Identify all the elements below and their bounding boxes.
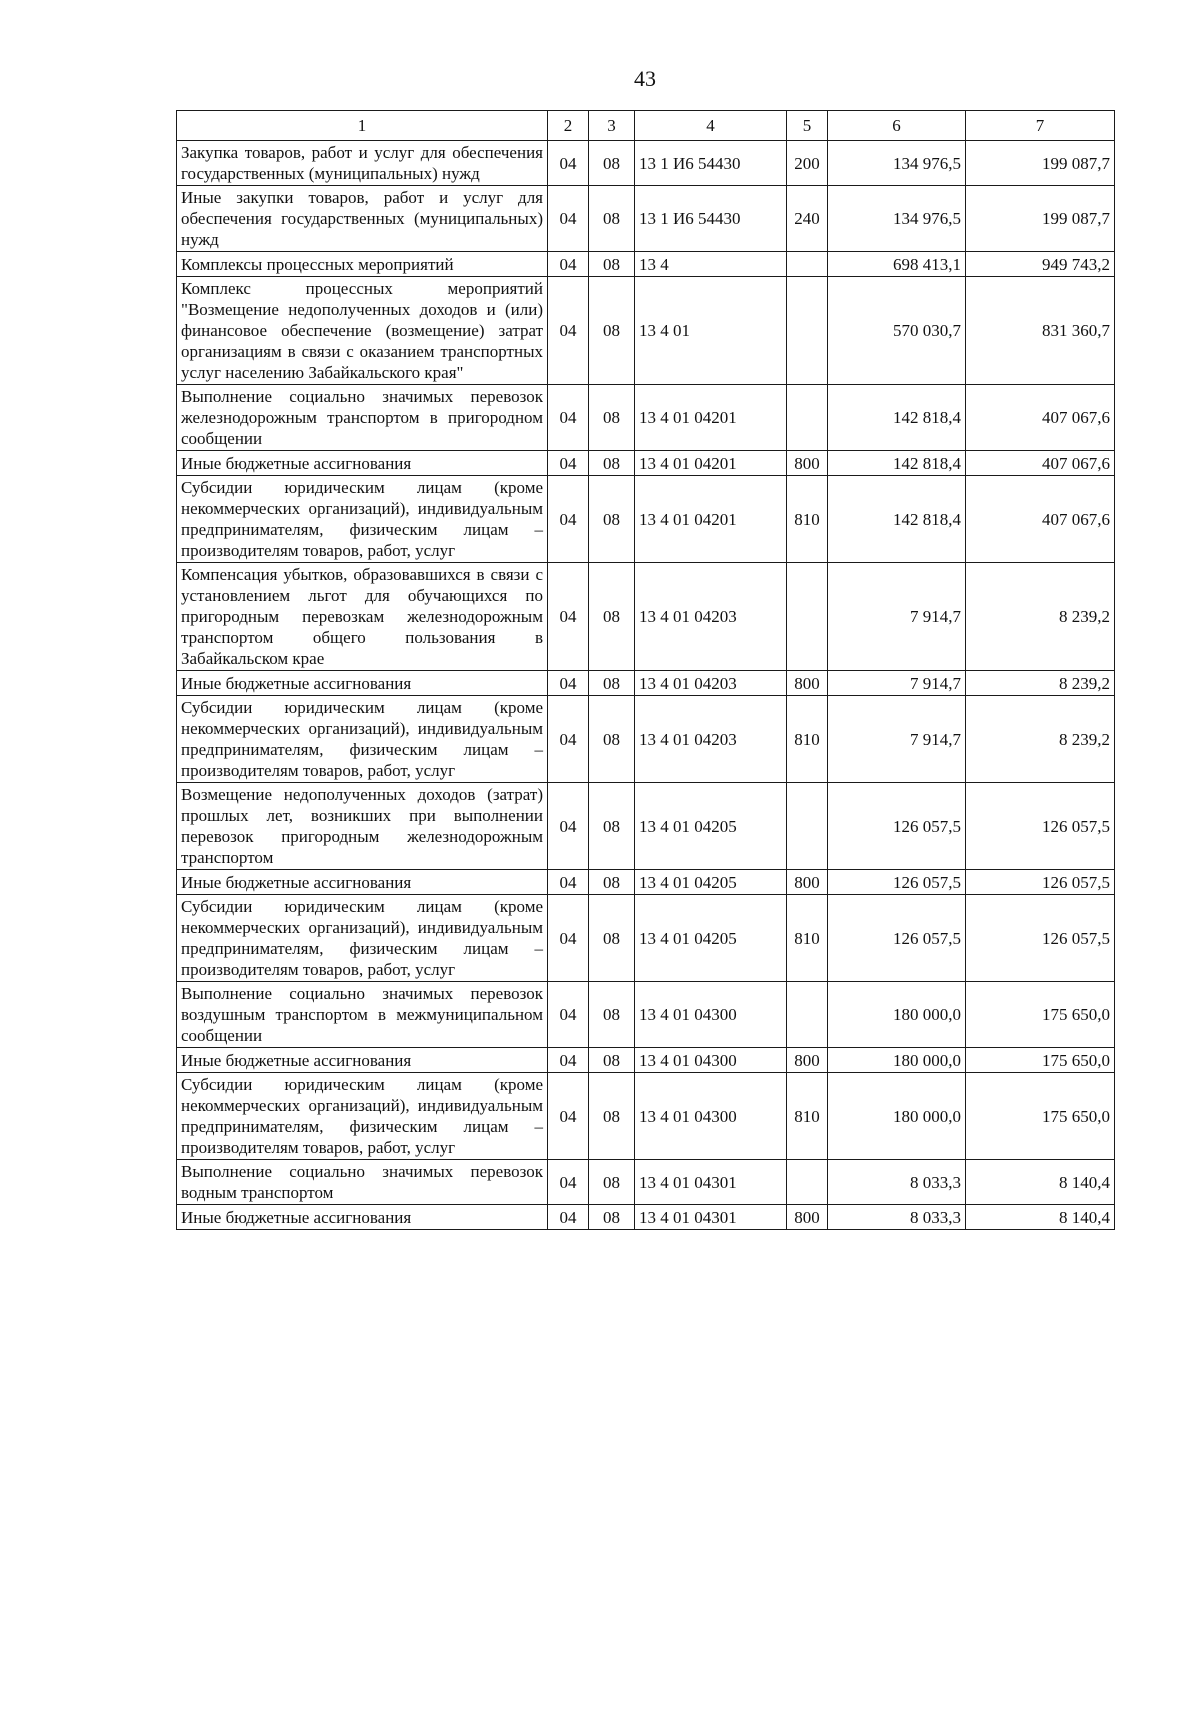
amount-year2-cell: 199 087,7 [966,141,1115,186]
table-row [177,451,1115,476]
table-row [177,252,1115,277]
row-name-cell: Выполнение социально значимых перевозок воздушным транспортом в межмуниципальном сообщении [177,982,548,1048]
amount-year1-cell: 126 057,5 [828,895,966,982]
section-code-cell: 04 [548,385,589,451]
amount-year2-cell: 949 743,2 [966,252,1115,277]
subsection-code-cell: 08 [589,451,635,476]
section-code-cell: 04 [548,1160,589,1205]
header-cell: 1 [177,111,548,141]
subsection-code-cell: 08 [589,277,635,385]
section-code-cell: 04 [548,1073,589,1160]
amount-year1-cell: 7 914,7 [828,696,966,783]
table-row [177,696,1115,783]
amount-year2-cell: 8 239,2 [966,671,1115,696]
target-article-cell: 13 1 И6 54430 [635,141,787,186]
row-name-cell: Комплексы процессных мероприятий [177,252,548,277]
expense-type-cell [787,252,828,277]
row-name-cell: Иные бюджетные ассигнования [177,1048,548,1073]
row-name-cell: Закупка товаров, работ и услуг для обеспечения государственных (муниципальных) нужд [177,141,548,186]
target-article-cell: 13 4 [635,252,787,277]
amount-year2-cell: 175 650,0 [966,1048,1115,1073]
target-article-cell: 13 4 01 04201 [635,385,787,451]
header-cell: 5 [787,111,828,141]
amount-year1-cell: 126 057,5 [828,870,966,895]
section-code-cell: 04 [548,671,589,696]
target-article-cell: 13 4 01 04201 [635,476,787,563]
row-name-cell: Субсидии юридическим лицам (кроме некоммерческих организаций), индивидуальным предпринимателям, физическим лицам – производителям товаров, работ, услуг [177,476,548,563]
section-code-cell: 04 [548,451,589,476]
amount-year2-cell: 199 087,7 [966,186,1115,252]
subsection-code-cell: 08 [589,870,635,895]
section-code-cell: 04 [548,277,589,385]
amount-year2-cell: 407 067,6 [966,451,1115,476]
amount-year2-cell: 407 067,6 [966,385,1115,451]
amount-year1-cell: 134 976,5 [828,186,966,252]
table-row [177,186,1115,252]
table-row [177,476,1115,563]
expense-type-cell: 800 [787,671,828,696]
amount-year2-cell: 831 360,7 [966,277,1115,385]
subsection-code-cell: 08 [589,1160,635,1205]
row-name-cell: Субсидии юридическим лицам (кроме некоммерческих организаций), индивидуальным предпринимателям, физическим лицам – производителям товаров, работ, услуг [177,895,548,982]
table-row [177,277,1115,385]
section-code-cell: 04 [548,696,589,783]
subsection-code-cell: 08 [589,563,635,671]
table-row [177,1160,1115,1205]
amount-year1-cell: 7 914,7 [828,563,966,671]
amount-year2-cell: 175 650,0 [966,1073,1115,1160]
expense-type-cell: 810 [787,696,828,783]
subsection-code-cell: 08 [589,1073,635,1160]
amount-year1-cell: 8 033,3 [828,1205,966,1230]
section-code-cell: 04 [548,563,589,671]
amount-year2-cell: 126 057,5 [966,895,1115,982]
row-name-cell: Возмещение недополученных доходов (затрат) прошлых лет, возникших при выполнении перевозок пригородным железнодорожным транспортом [177,783,548,870]
table-row [177,563,1115,671]
row-name-cell: Выполнение социально значимых перевозок водным транспортом [177,1160,548,1205]
subsection-code-cell: 08 [589,1205,635,1230]
section-code-cell: 04 [548,870,589,895]
row-name-cell: Иные бюджетные ассигнования [177,870,548,895]
subsection-code-cell: 08 [589,895,635,982]
expense-type-cell [787,982,828,1048]
row-name-cell: Комплекс процессных мероприятий "Возмещение недополученных доходов и (или) финансовое обеспечение (возмещение) затрат организациям в связи с оказанием транспортных услуг населению Забайкальского края" [177,277,548,385]
table-row [177,870,1115,895]
header-cell: 4 [635,111,787,141]
section-code-cell: 04 [548,1205,589,1230]
target-article-cell: 13 4 01 04203 [635,696,787,783]
row-name-cell: Выполнение социально значимых перевозок железнодорожным транспортом в пригородном сообщении [177,385,548,451]
amount-year2-cell: 126 057,5 [966,783,1115,870]
amount-year1-cell: 698 413,1 [828,252,966,277]
header-row [177,111,1115,141]
table-row [177,385,1115,451]
amount-year2-cell: 407 067,6 [966,476,1115,563]
expense-type-cell [787,385,828,451]
section-code-cell: 04 [548,783,589,870]
subsection-code-cell: 08 [589,141,635,186]
page-number: 43 [634,66,656,91]
table-row [177,982,1115,1048]
target-article-cell: 13 4 01 [635,277,787,385]
expense-type-cell: 810 [787,1073,828,1160]
expense-type-cell [787,783,828,870]
row-name-cell: Субсидии юридическим лицам (кроме некоммерческих организаций), индивидуальным предпринимателям, физическим лицам – производителям товаров, работ, услуг [177,696,548,783]
subsection-code-cell: 08 [589,385,635,451]
target-article-cell: 13 4 01 04203 [635,671,787,696]
subsection-code-cell: 08 [589,671,635,696]
amount-year2-cell: 8 140,4 [966,1160,1115,1205]
target-article-cell: 13 4 01 04205 [635,895,787,982]
target-article-cell: 13 4 01 04300 [635,1073,787,1160]
section-code-cell: 04 [548,141,589,186]
table-row [177,1205,1115,1230]
table-body [177,141,1115,1230]
expense-type-cell: 800 [787,870,828,895]
target-article-cell: 13 1 И6 54430 [635,186,787,252]
target-article-cell: 13 4 01 04205 [635,870,787,895]
target-article-cell: 13 4 01 04201 [635,451,787,476]
subsection-code-cell: 08 [589,783,635,870]
expense-type-cell: 800 [787,451,828,476]
expense-type-cell: 800 [787,1048,828,1073]
subsection-code-cell: 08 [589,252,635,277]
row-name-cell: Субсидии юридическим лицам (кроме некоммерческих организаций), индивидуальным предпринимателям, физическим лицам – производителям товаров, работ, услуг [177,1073,548,1160]
subsection-code-cell: 08 [589,186,635,252]
section-code-cell: 04 [548,476,589,563]
table-row [177,1048,1115,1073]
target-article-cell: 13 4 01 04300 [635,982,787,1048]
target-article-cell: 13 4 01 04300 [635,1048,787,1073]
row-name-cell: Компенсация убытков, образовавшихся в связи с установлением льгот для обучающихся по пригородным перевозкам железнодорожным транспортом общего пользования в Забайкальском крае [177,563,548,671]
subsection-code-cell: 08 [589,982,635,1048]
header-cell: 2 [548,111,589,141]
amount-year1-cell: 180 000,0 [828,982,966,1048]
table-row [177,141,1115,186]
amount-year1-cell: 134 976,5 [828,141,966,186]
expense-type-cell: 810 [787,476,828,563]
expense-type-cell [787,1160,828,1205]
amount-year1-cell: 126 057,5 [828,783,966,870]
table-row [177,895,1115,982]
amount-year2-cell: 175 650,0 [966,982,1115,1048]
amount-year2-cell: 126 057,5 [966,870,1115,895]
amount-year1-cell: 570 030,7 [828,277,966,385]
row-name-cell: Иные бюджетные ассигнования [177,451,548,476]
amount-year1-cell: 142 818,4 [828,476,966,563]
row-name-cell: Иные бюджетные ассигнования [177,1205,548,1230]
budget-table [176,110,1115,1230]
amount-year2-cell: 8 239,2 [966,563,1115,671]
row-name-cell: Иные закупки товаров, работ и услуг для обеспечения государственных (муниципальных) нужд [177,186,548,252]
amount-year1-cell: 180 000,0 [828,1048,966,1073]
header-cell: 7 [966,111,1115,141]
amount-year1-cell: 8 033,3 [828,1160,966,1205]
section-code-cell: 04 [548,895,589,982]
target-article-cell: 13 4 01 04301 [635,1160,787,1205]
target-article-cell: 13 4 01 04301 [635,1205,787,1230]
amount-year1-cell: 180 000,0 [828,1073,966,1160]
table-row [177,783,1115,870]
row-name-cell: Иные бюджетные ассигнования [177,671,548,696]
subsection-code-cell: 08 [589,696,635,783]
header-cell: 3 [589,111,635,141]
table-row [177,671,1115,696]
subsection-code-cell: 08 [589,476,635,563]
amount-year2-cell: 8 239,2 [966,696,1115,783]
expense-type-cell: 240 [787,186,828,252]
section-code-cell: 04 [548,982,589,1048]
expense-type-cell [787,563,828,671]
table-row [177,1073,1115,1160]
expense-type-cell: 800 [787,1205,828,1230]
section-code-cell: 04 [548,1048,589,1073]
amount-year1-cell: 7 914,7 [828,671,966,696]
section-code-cell: 04 [548,186,589,252]
amount-year1-cell: 142 818,4 [828,451,966,476]
amount-year2-cell: 8 140,4 [966,1205,1115,1230]
subsection-code-cell: 08 [589,1048,635,1073]
target-article-cell: 13 4 01 04203 [635,563,787,671]
expense-type-cell [787,277,828,385]
section-code-cell: 04 [548,252,589,277]
expense-type-cell: 200 [787,141,828,186]
expense-type-cell: 810 [787,895,828,982]
header-cell: 6 [828,111,966,141]
target-article-cell: 13 4 01 04205 [635,783,787,870]
amount-year1-cell: 142 818,4 [828,385,966,451]
